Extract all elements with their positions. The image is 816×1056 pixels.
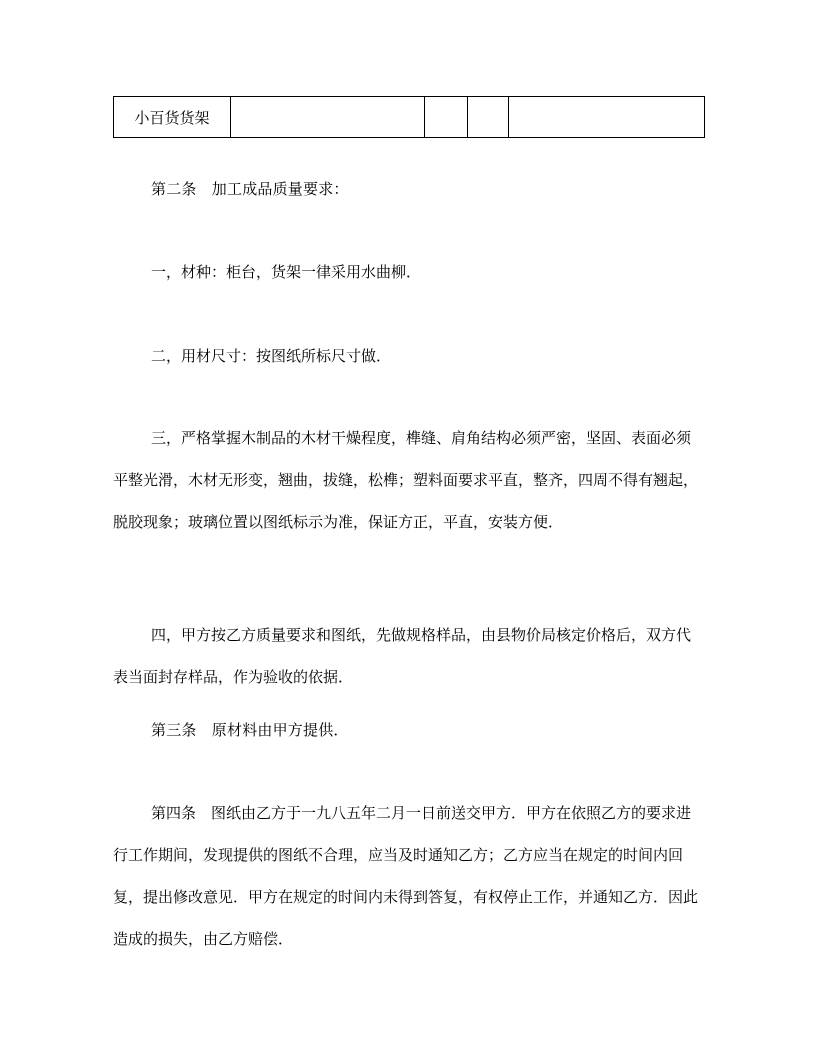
table-cell [231,97,425,138]
table-row [114,97,705,138]
article-4: 第四条 图纸由乙方于一九八五年二月一日前送交甲方．甲方在依照乙方的要求进行工作期间，发现提供的图纸不合理，应当及时通知乙方；乙方应当在规定的时间内回复，提出修改意见．甲方在规定的时间内未得到答复，有权停止工作，并通知乙方．因此造成的损失，由乙方赔偿． [113,804,699,948]
table-cell [425,97,468,138]
quality-item-1: 一，材种：柜台，货架一律采用水曲柳． [151,263,422,281]
quality-item-2: 二，用材尺寸：按图纸所标尺寸做． [151,347,392,365]
article-2-heading: 第二条 加工成品质量要求： [151,180,349,198]
goods-table [113,96,705,138]
article-3: 第三条 原材料由甲方提供． [151,721,349,739]
quality-item-4: 四，甲方按乙方质量要求和图纸，先做规格样品，由县物价局核定价格后，双方代表当面封存样品，作为验收的依据． [113,626,692,686]
quality-item-3: 三，严格掌握木制品的木材干燥程度，榫缝、肩角结构必须严密，坚固、表面必须平整光滑，木材无形变，翘曲，拔缝，松榫；塑料面要求平直，整齐，四周不得有翘起，脱胶现象；玻璃位置以图纸标示为准，保证方正，平直，安装方便． [113,429,699,531]
table-cell [509,97,705,138]
table-cell-item-name: 小百货货架 [114,97,231,138]
table-cell [468,97,509,138]
